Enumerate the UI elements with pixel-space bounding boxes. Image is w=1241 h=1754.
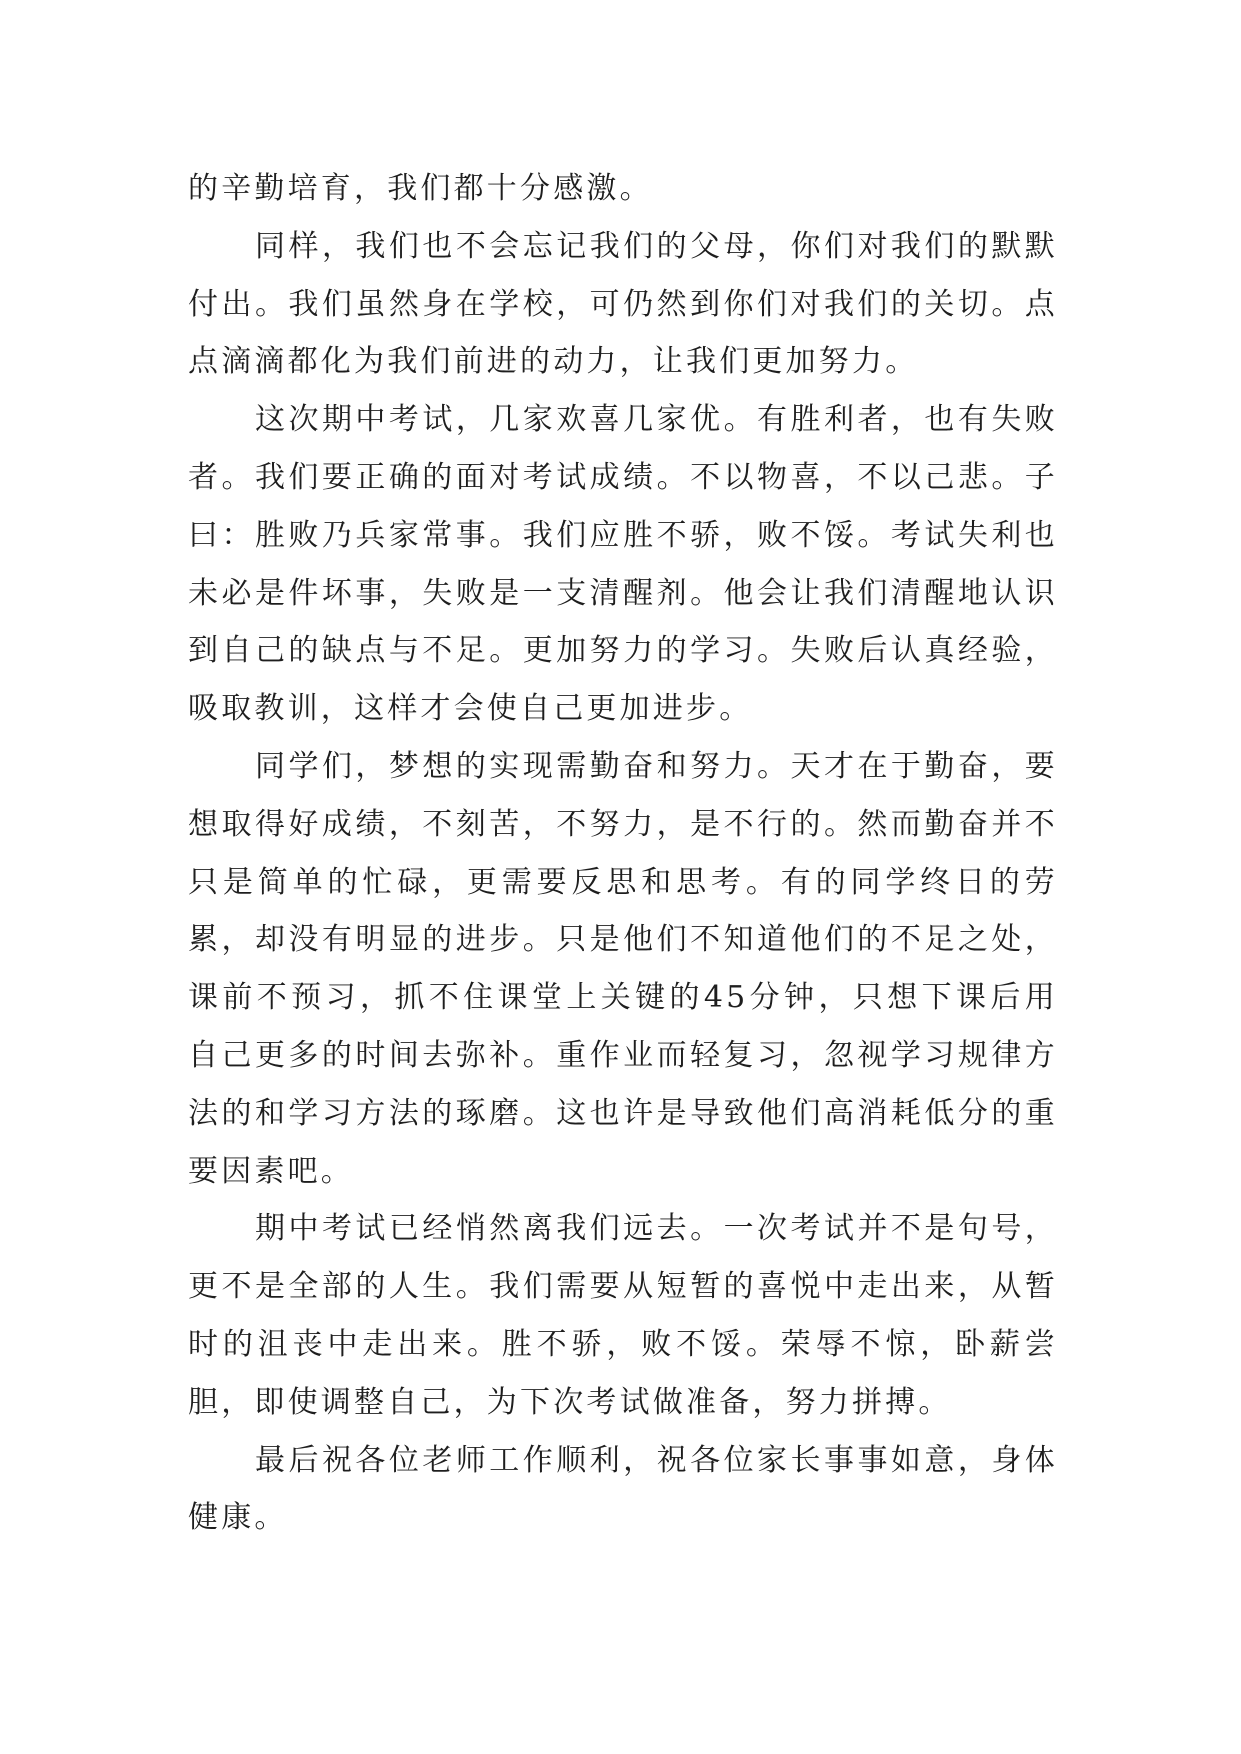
document-body: [188, 160, 1058, 1547]
paragraph-4: 同学们，梦想的实现需勤奋和努力。天才在于勤奋，要想取得好成绩，不刻苦，不努力，是不行的。然而勤奋并不只是简单的忙碌，更需要反思和思考。有的同学终日的劳累，却没有明显的进步。只是他们不知道他们的不足之处，课前不预习，抓不住课堂上关键的45分钟，只想下课后用自己更多的时间去弥补。重作业而轻复习，忽视学习规律方法的和学习方法的琢磨。这也许是导致他们高消耗低分的重要因素吧。: [188, 748, 1058, 1189]
paragraph-1: 的辛勤培育，我们都十分感激。: [188, 171, 653, 206]
paragraph-3: 这次期中考试，几家欢喜几家优。有胜利者，也有失败者。我们要正确的面对考试成绩。不以物喜，不以己悲。子曰：胜败乃兵家常事。我们应胜不骄，败不馁。考试失利也未必是件坏事，失败是一支清醒剂。他会让我们清醒地认识到自己的缺点与不足。更加努力的学习。失败后认真经验，吸取教训，这样才会使自己更加进步。: [188, 402, 1058, 727]
paragraph-2: 同样，我们也不会忘记我们的父母，你们对我们的默默付出。我们虽然身在学校，可仍然到你们对我们的关切。点点滴滴都化为我们前进的动力，让我们更加努力。: [188, 228, 1058, 380]
paragraph-5: 期中考试已经悄然离我们远去。一次考试并不是句号，更不是全部的人生。我们需要从短暂的喜悦中走出来，从暂时的沮丧中走出来。胜不骄，败不馁。荣辱不惊，卧薪尝胆，即使调整自己，为下次考试做准备，努力拼搏。: [188, 1211, 1058, 1420]
paragraph-6: 最后祝各位老师工作顺利，祝各位家长事事如意，身体健康。: [188, 1442, 1058, 1536]
